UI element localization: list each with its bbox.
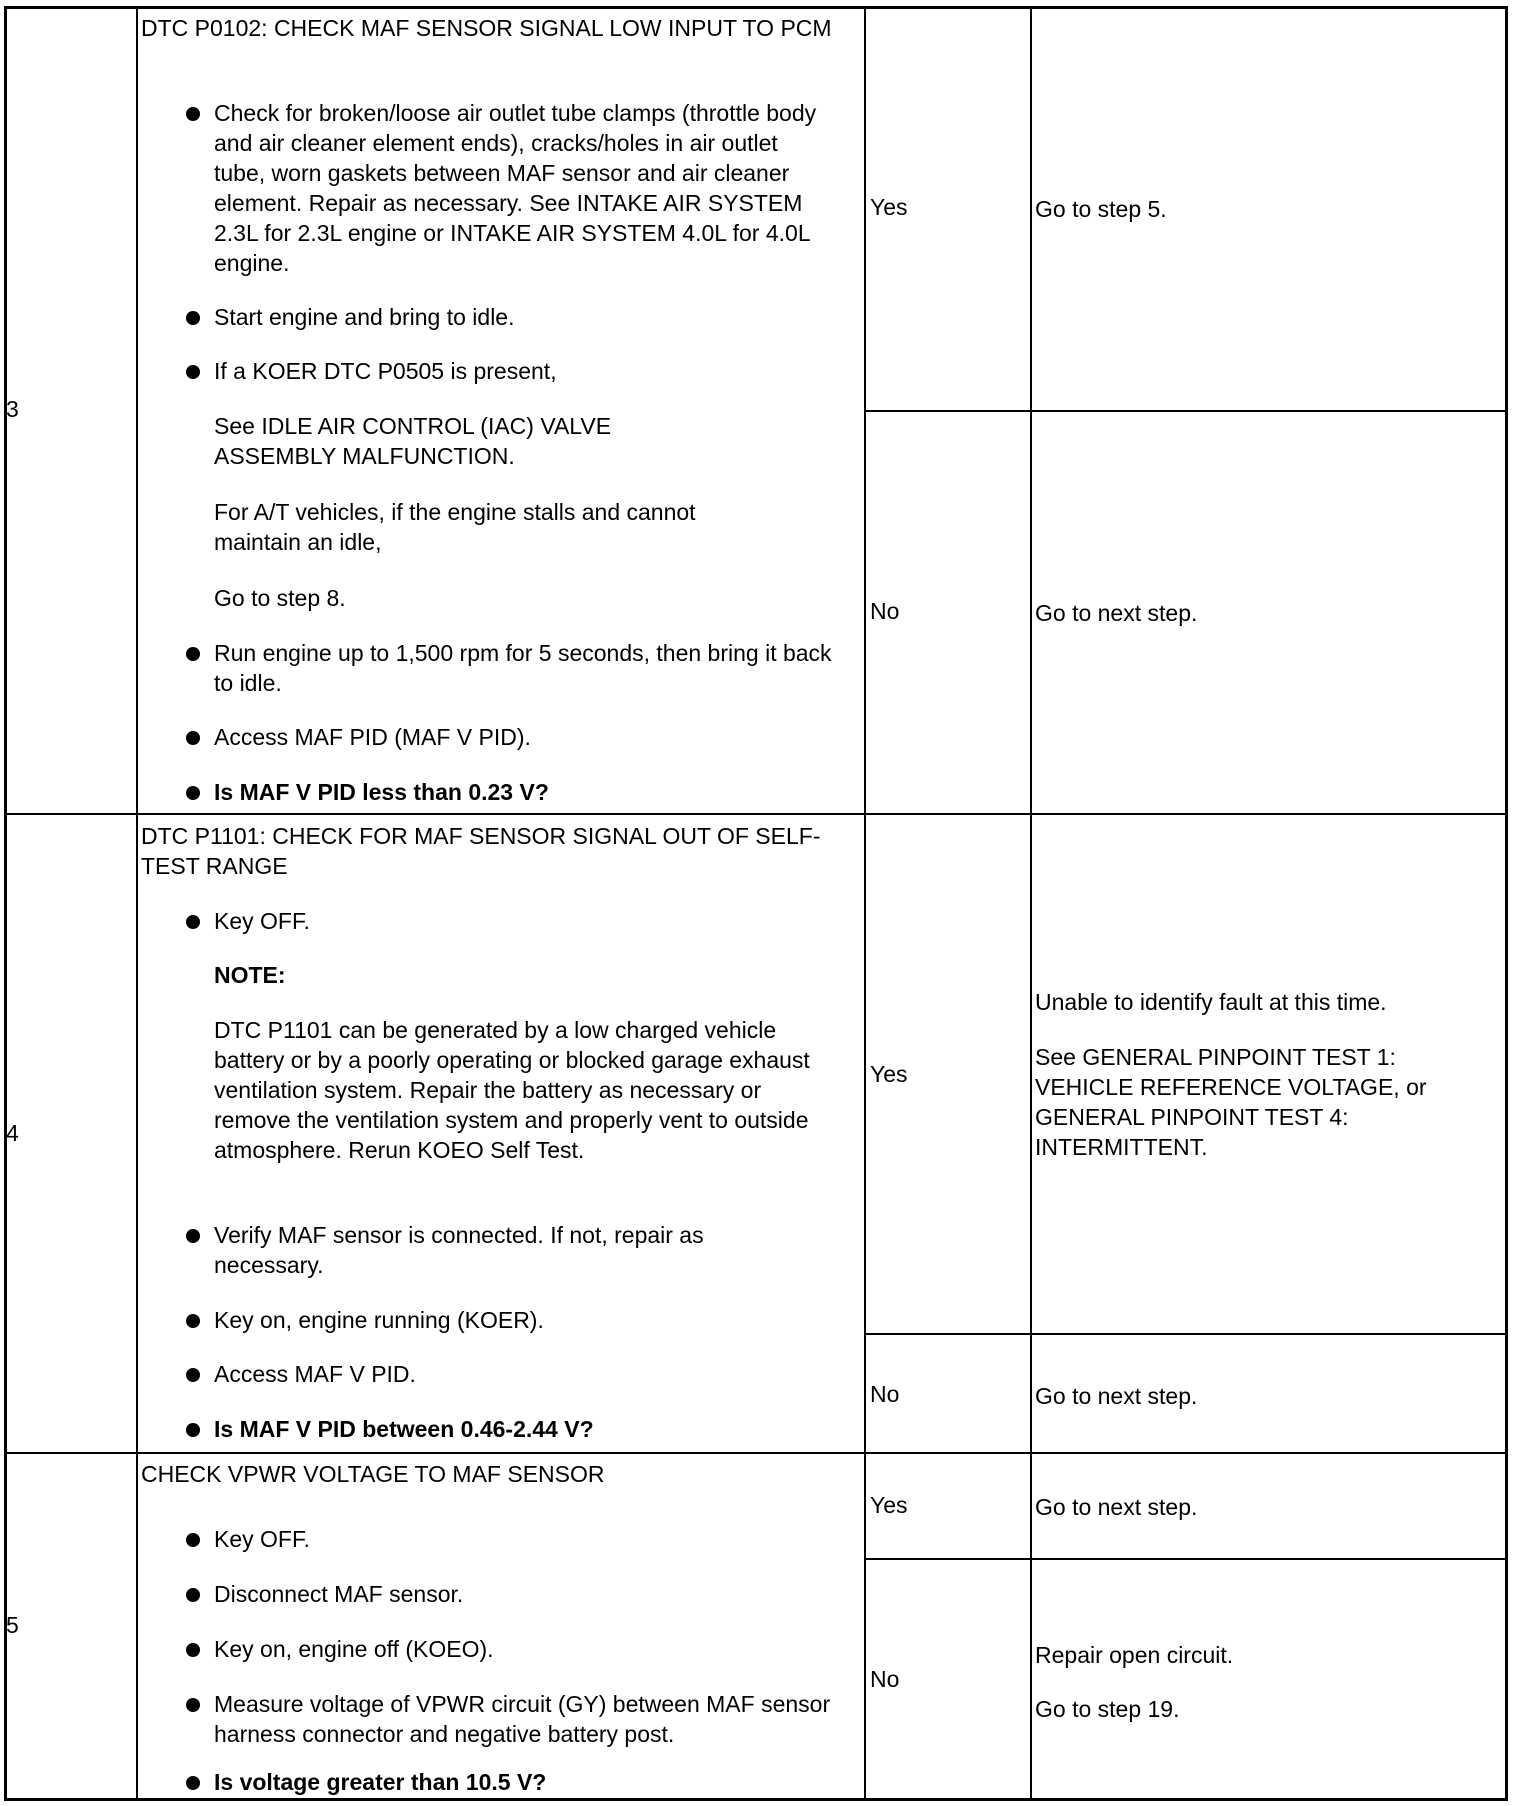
bullet-icon — [186, 1776, 200, 1790]
bullet-icon — [186, 731, 200, 745]
step-3-item: If a KOER DTC P0505 is present, — [214, 358, 557, 384]
step-4-no-label: No — [870, 1381, 900, 1407]
step-3-item: Start engine and bring to idle. — [214, 304, 515, 330]
step-4-item: Access MAF V PID. — [214, 1361, 416, 1387]
column-divider-1 — [136, 6, 138, 1801]
step-5-no-label: No — [870, 1666, 900, 1692]
bullet-icon — [186, 1533, 200, 1547]
bullet-icon — [186, 1229, 200, 1243]
step-3-title: DTC P0102: CHECK MAF SENSOR SIGNAL LOW INPUT TO PCM — [141, 15, 832, 41]
step-number-4: 4 — [6, 1120, 19, 1146]
step-3-item: Access MAF PID (MAF V PID). — [214, 724, 531, 750]
step-3-yes-label: Yes — [870, 194, 908, 220]
step-3-item: Check for broken/loose air outlet tube clamps (throttle body and air cleaner element ends), cracks/holes in air outlet tube, worn gaskets between MAF sensor and air cleaner element. Repair as necessary. See INTAKE AIR SYSTEM 2.3L for 2.3L engine or INTAKE AIR SYSTEM 4.0L for 4.0L engine. — [214, 100, 817, 276]
bullet-icon — [186, 1423, 200, 1437]
yes-no-divider-5 — [864, 1558, 1508, 1560]
step-5-question: Is voltage greater than 10.5 V? — [214, 1769, 547, 1795]
step-4-item: Verify MAF sensor is connected. If not, repair as necessary. — [214, 1222, 704, 1278]
step-3-no-label: No — [870, 598, 900, 624]
step-4-question: Is MAF V PID between 0.46-2.44 V? — [214, 1416, 594, 1442]
step-5-no-result-detail: Go to step 19. — [1035, 1696, 1180, 1722]
step-4-yes-label: Yes — [870, 1061, 908, 1087]
column-divider-3 — [1030, 6, 1032, 1801]
step-number-3: 3 — [6, 396, 19, 422]
step-3-yes-result: Go to step 5. — [1035, 196, 1167, 222]
yes-no-divider-4 — [864, 1333, 1508, 1335]
step-3-item: For A/T vehicles, if the engine stalls and cannot maintain an idle, — [214, 499, 696, 555]
step-3-item: Go to step 8. — [214, 585, 346, 611]
bullet-icon — [186, 365, 200, 379]
step-4-no-result: Go to next step. — [1035, 1383, 1198, 1409]
step-number-5: 5 — [6, 1612, 19, 1638]
bullet-icon — [186, 311, 200, 325]
step-3-question: Is MAF V PID less than 0.23 V? — [214, 779, 549, 805]
bullet-icon — [186, 1314, 200, 1328]
step-5-item: Key OFF. — [214, 1526, 310, 1552]
step-5-yes-label: Yes — [870, 1492, 908, 1518]
step-3-item: Run engine up to 1,500 rpm for 5 seconds, then bring it back to idle. — [214, 640, 832, 696]
bullet-icon — [186, 647, 200, 661]
bullet-icon — [186, 107, 200, 121]
bullet-icon — [186, 915, 200, 929]
step-5-no-result: Repair open circuit. — [1035, 1642, 1234, 1668]
bullet-icon — [186, 1643, 200, 1657]
row-divider-4-5 — [4, 1452, 1508, 1454]
bullet-icon — [186, 1368, 200, 1382]
yes-no-divider-3 — [864, 410, 1508, 412]
step-4-note-label: NOTE: — [214, 962, 286, 988]
step-4-item: Key on, engine running (KOER). — [214, 1307, 544, 1333]
step-5-item: Disconnect MAF sensor. — [214, 1581, 464, 1607]
step-5-item: Measure voltage of VPWR circuit (GY) between MAF sensor harness connector and negative battery post. — [214, 1691, 831, 1747]
step-4-yes-result-detail: See GENERAL PINPOINT TEST 1: VEHICLE REFERENCE VOLTAGE, or GENERAL PINPOINT TEST 4: INTERMITTENT. — [1035, 1044, 1427, 1160]
step-3-no-result: Go to next step. — [1035, 600, 1198, 626]
step-4-yes-result: Unable to identify fault at this time. — [1035, 989, 1387, 1015]
bullet-icon — [186, 786, 200, 800]
step-5-yes-result: Go to next step. — [1035, 1494, 1198, 1520]
step-5-item: Key on, engine off (KOEO). — [214, 1636, 494, 1662]
bullet-icon — [186, 1698, 200, 1712]
step-5-title: CHECK VPWR VOLTAGE TO MAF SENSOR — [141, 1461, 605, 1487]
row-divider-3-4 — [4, 813, 1508, 815]
step-4-title: DTC P1101: CHECK FOR MAF SENSOR SIGNAL OUT OF SELF-TEST RANGE — [141, 823, 821, 879]
column-divider-2 — [864, 6, 866, 1801]
bullet-icon — [186, 1588, 200, 1602]
step-4-item: Key OFF. — [214, 908, 310, 934]
step-4-note-text: DTC P1101 can be generated by a low charged vehicle battery or by a poorly operating or blocked garage exhaust ventilation system. Repair the battery as necessary or remove the ventilation system and properly vent to outside atmosphere. Rerun KOEO Self Test. — [214, 1017, 810, 1163]
step-3-item: See IDLE AIR CONTROL (IAC) VALVE ASSEMBLY MALFUNCTION. — [214, 413, 612, 469]
